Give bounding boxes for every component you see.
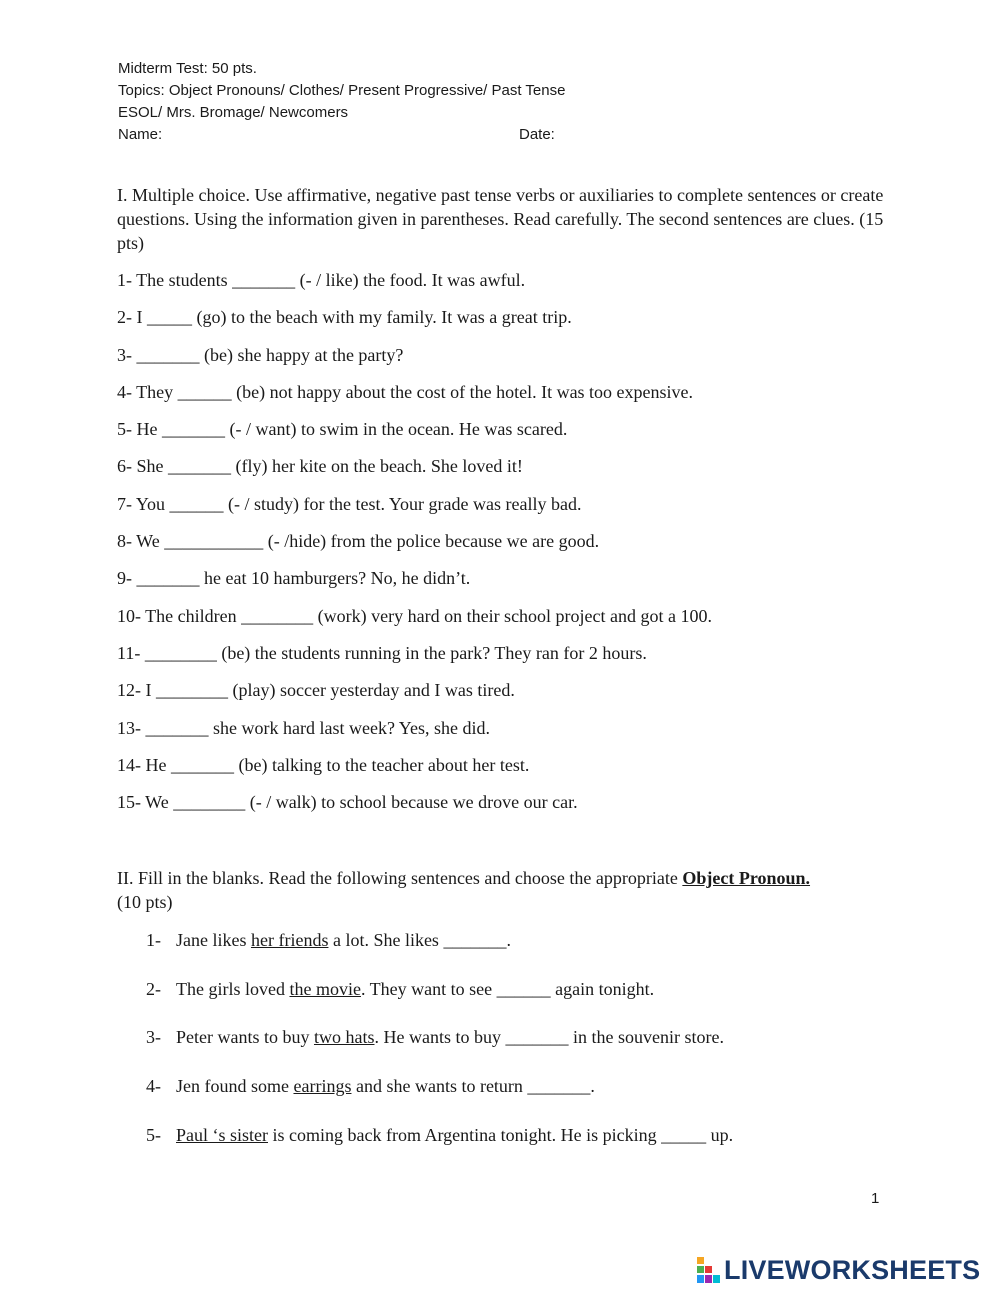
page-number: 1 [871,1190,880,1207]
question-item [146,1025,886,1074]
underlined-noun: the movie [289,978,361,999]
question-item: 9- _______ he eat 10 hamburgers? No, he didn’t. [117,568,471,589]
liveworksheets-logo[interactable] [697,1256,980,1284]
question-item: 5- He _______ (- / want) to swim in the ocean. He was scared. [117,419,568,440]
object-pronoun-label: Object Pronoun. [682,868,811,888]
underlined-noun: earrings [293,1076,352,1097]
question-number: 5- [146,1124,161,1145]
section-2-instructions [117,866,887,914]
question-item: 7- You ______ (- / study) for the test. Your grade was really bad. [117,493,582,514]
test-title: Midterm Test: 50 pts. [118,60,257,77]
question-number: 3- [146,1027,161,1048]
date-label: Date: [519,126,555,143]
test-topics: Topics: Object Pronouns/ Clothes/ Present Progressive/ Past Tense [118,82,566,99]
question-text-post: a lot. She likes _______. [328,930,511,950]
question-text-pre: Peter wants to buy [176,1027,314,1048]
underlined-noun: Paul ‘s sister [176,1124,268,1145]
question-text-post: . They want to see ______ again tonight. [360,978,655,999]
question-text-pre: Jane likes [176,930,251,950]
question-text [176,1123,733,1147]
question-item: 6- She _______ (fly) her kite on the beach. She loved it! [117,456,523,477]
question-text [176,1025,724,1049]
question-item: 13- _______ she work hard last week? Yes, she did. [117,717,490,738]
question-item: 11- ________ (be) the students running in the park? They ran for 2 hours. [117,642,647,663]
question-item: 15- We ________ (- / walk) to school because we drove our car. [117,792,578,813]
question-item: 4- They ______ (be) not happy about the cost of the hotel. It was too expensive. [117,381,694,402]
section-2-instructions-text: II. Fill in the blanks. Read the following sentences and choose the appropriate [117,868,683,888]
question-item: 12- I ________ (play) soccer yesterday and I was tired. [117,680,515,701]
section-1-instructions: I. Multiple choice. Use affirmative, negative past tense verbs or auxiliaries to complete sentences or create questions. Using the information given in parentheses. Read carefully. The second sentences are clues. (15 pts) [117,185,884,253]
question-item: 14- He _______ (be) talking to the teacher about her test. [117,754,530,775]
question-item: 8- We ___________ (- /hide) from the police because we are good. [117,531,600,552]
liveworksheets-blocks-icon [697,1257,721,1283]
question-item: 2- I _____ (go) to the beach with my family. It was a great trip. [117,307,572,328]
liveworksheets-logo-text: LIVEWORKSHEETS [724,1255,981,1285]
test-header [118,58,818,146]
underlined-noun: two hats [313,1027,375,1048]
name-label: Name: [118,126,163,143]
question-text-post: and she wants to return _______. [351,1076,595,1097]
question-text-pre: Jen found some [176,1076,294,1097]
question-number: 4- [146,1076,161,1097]
question-text-post: is coming back from Argentina tonight. He is picking _____ up. [268,1124,734,1145]
section-2-points: (10 pts) [117,892,173,912]
question-item: 1- The students _______ (- / like) the food. It was awful. [117,270,526,290]
underlined-noun: her friends [250,930,329,950]
question-number: 2- [146,978,161,999]
question-item: 3- _______ (be) she happy at the party? [117,344,404,365]
name-date-row [118,124,818,146]
question-item [146,928,886,977]
section-1 [117,183,887,827]
question-item [146,977,886,1026]
question-item: 10- The children ________ (work) very hard on their school project and got a 100. [117,605,713,626]
question-text [176,1074,595,1098]
question-text [176,977,654,1001]
question-item [146,1123,886,1172]
section-1-questions [117,268,887,827]
question-number: 1- [146,930,161,950]
question-text [176,928,511,952]
test-teacher: ESOL/ Mrs. Bromage/ Newcomers [118,104,349,121]
section-2-questions [146,928,886,1171]
question-text-pre: The girls loved [176,978,290,999]
question-text-post: . He wants to buy _______ in the souvenir store. [374,1027,724,1048]
question-item [146,1074,886,1123]
